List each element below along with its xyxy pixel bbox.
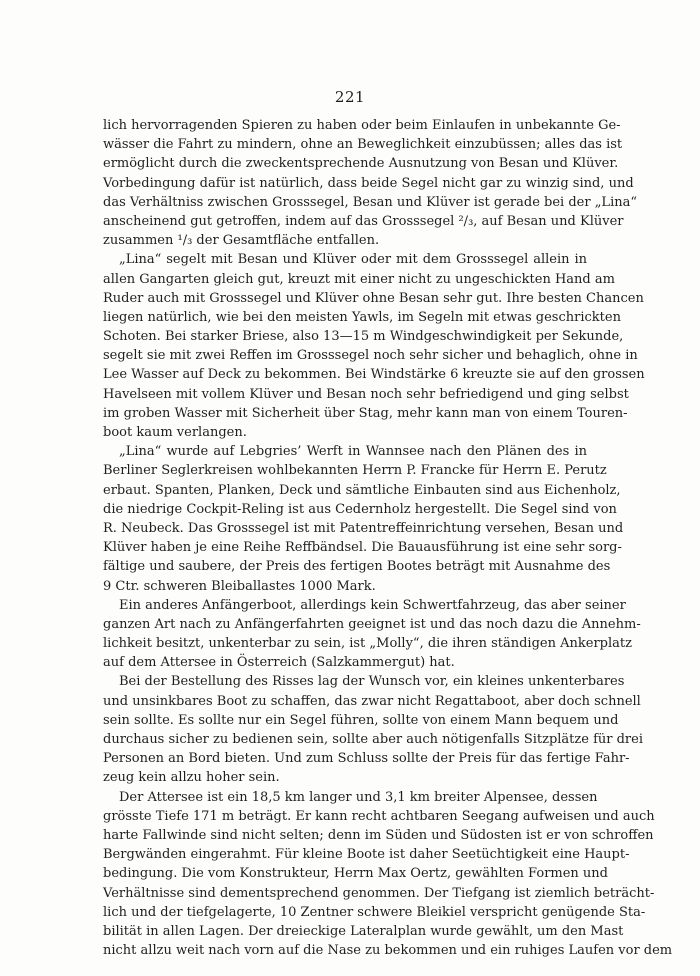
body-text <box>103 116 673 960</box>
text-line: Bergwänden eingerahmt. Für kleine Boote ist daher Seetüchtigkeit eine Haupt- <box>103 847 630 863</box>
text-line: R. Neubeck. Das Grosssegel ist mit Patentreffeinrichtung versehen, Besan und <box>103 520 624 536</box>
text-line: boot kaum verlangen. <box>103 425 247 440</box>
text-line: ermöglicht durch die zweckentsprechende Ausnutzung von Besan und Klüver. <box>103 156 619 172</box>
text-line: „Lina“ segelt mit Besan und Klüver oder mit dem Grosssegel allein in <box>119 252 587 268</box>
text-line: die niedrige Cockpit-Reling ist aus Cedernholz hergestellt. Die Segel sind von <box>103 501 617 517</box>
text-line: zeug kein allzu hoher sein. <box>103 770 280 786</box>
text-line: durchaus sicher zu bedienen sein, sollte aber auch nötigenfalls Sitzplätze für drei <box>103 732 644 747</box>
text-line: auf dem Attersee in Österreich (Salzkammergut) hat. <box>103 655 455 671</box>
text-line: harte Fallwinde sind nicht selten; denn im Süden und Südosten ist er von schroffen <box>103 827 654 843</box>
text-line: lichkeit besitzt, unkenterbar zu sein, ist „Molly“, die ihren ständigen Ankerplatz <box>103 636 632 652</box>
text-line: 9 Ctr. schweren Bleiballastes 1000 Mark. <box>103 578 376 594</box>
text-line: Personen an Bord bieten. Und zum Schluss sollte der Preis für das fertige Fahr- <box>103 751 630 767</box>
text-line: Havelseen mit vollem Klüver und Besan noch sehr befriedigend und ging selbst <box>103 386 629 402</box>
text-line: Ein anderes Anfängerboot, allerdings kein Schwertfahrzeug, das aber seiner <box>119 597 626 613</box>
page-number: 221 <box>334 88 366 106</box>
text-line: das Verhältniss zwischen Grosssegel, Besan und Klüver ist gerade bei der „Lina“ <box>103 194 637 210</box>
text-line: anscheinend gut getroffen, indem auf das Grosssegel ²/₃, auf Besan und Klüver <box>103 213 624 229</box>
text-line: Lee Wasser auf Deck zu bekommen. Bei Windstärke 6 kreuzte sie auf den grossen <box>103 367 645 383</box>
text-line: Der Attersee ist ein 18,5 km langer und 3,1 km breiter Alpensee, dessen <box>119 789 598 805</box>
text-line: zusammen ¹/₃ der Gesamtfläche entfallen. <box>103 233 380 249</box>
text-line: wässer die Fahrt zu mindern, ohne an Beweglichkeit einzubüssen; alles das ist <box>103 137 623 153</box>
text-line: lich hervorragenden Spieren zu haben oder beim Einlaufen in unbekannte Ge- <box>103 118 621 133</box>
text-line: Verhältnisse sind dementsprechend genommen. Der Tiefgang ist ziemlich beträcht- <box>103 885 655 901</box>
text-line: Bei der Bestellung des Risses lag der Wunsch vor, ein kleines unkenterbares <box>119 674 625 690</box>
text-line: Ruder auch mit Grosssegel und Klüver ohne Besan sehr gut. Ihre besten Chancen <box>103 290 644 306</box>
text-line: bedingung. Die vom Konstrukteur, Herrn Max Oertz, gewählten Formen und <box>103 866 609 882</box>
text-line: allen Gangarten gleich gut, kreuzt mit einer nicht zu ungeschickten Hand am <box>103 271 615 287</box>
text-line: lich und der tiefgelagerte, 10 Zentner schwere Bleikiel verspricht genügende Sta- <box>103 904 646 920</box>
text-line: bilität in allen Lagen. Der dreieckige Lateralplan wurde gewählt, um den Mast <box>103 923 624 939</box>
text-line: liegen natürlich, wie bei den meisten Yawls, im Segeln mit etwas geschrickten <box>103 309 621 325</box>
text-line: grösste Tiefe 171 m beträgt. Er kann recht achtbaren Seegang aufweisen und auch <box>103 808 655 824</box>
text-line: „Lina“ wurde auf Lebgries’ Werft in Wannsee nach den Plänen des in <box>119 444 587 460</box>
text-line: erbaut. Spanten, Planken, Deck und sämtliche Einbauten sind aus Eichenholz, <box>103 482 621 498</box>
text-line: Vorbedingung dafür ist natürlich, dass beide Segel nicht gar zu winzig sind, und <box>103 175 634 191</box>
text-line: segelt sie mit zwei Reffen im Grosssegel noch sehr sicher und behaglich, ohne in <box>103 348 638 364</box>
text-line: Schoten. Bei starker Briese, also 13—15 m Windgeschwindigkeit per Sekunde, <box>103 329 624 345</box>
text-line: sein sollte. Es sollte nur ein Segel führen, sollte von einem Mann bequem und <box>103 712 619 728</box>
text-line: im groben Wasser mit Sicherheit über Stag, mehr kann man von einem Touren- <box>103 405 628 421</box>
text-line: Klüver haben je eine Reihe Reffbändsel. Die Bauausführung ist eine sehr sorg- <box>103 540 622 556</box>
text-line: nicht allzu weit nach vorn auf die Nase zu bekommen und ein ruhiges Laufen vor dem <box>103 943 673 959</box>
text-line: ganzen Art nach zu Anfängerfahrten geeignet ist und das noch dazu die Annehm- <box>103 616 641 632</box>
text-line: fältige und saubere, der Preis des fertigen Bootes beträgt mit Ausnahme des <box>103 559 611 575</box>
text-line: Berliner Seglerkreisen wohlbekannten Herrn P. Francke für Herrn E. Perutz <box>103 463 607 479</box>
text-line: und unsinkbares Boot zu schaffen, das zwar nicht Regattaboot, aber doch schnell <box>103 693 641 709</box>
